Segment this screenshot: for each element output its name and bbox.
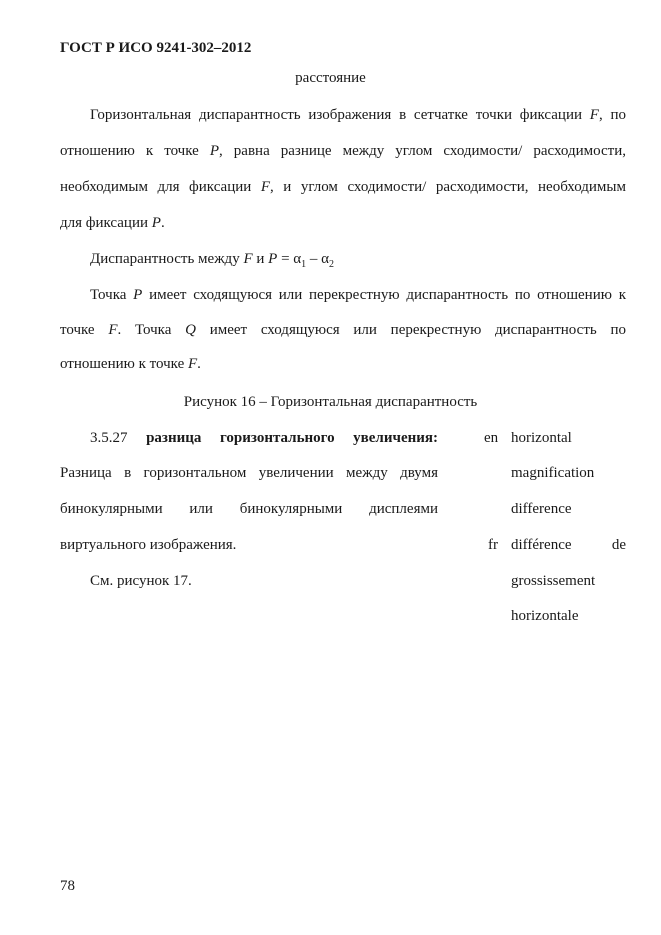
figure-caption: Рисунок 16 – Горизонтальная диспарантность [183, 394, 478, 410]
term-definition-line-1: Разница в горизонтальном увеличении между двумя [60, 465, 438, 481]
paragraph-2-line-1: Точка P имеет сходящуюся или перекрестную диспарантность по отношению к [90, 287, 626, 303]
fr-equivalent-line-3: horizontale [511, 608, 579, 624]
lang-code-fr: fr [488, 537, 498, 553]
paragraph-2-line-3: отношению к точке F. [60, 356, 201, 372]
paragraph-1-line-3: необходимым для фиксации F, и углом сходимости/ расходимости, необходимым [60, 179, 626, 195]
fr-equivalent-line-1: différence de [511, 537, 626, 553]
lang-code-en: en [484, 430, 499, 446]
en-equivalent-line-2: magnification [511, 465, 595, 481]
term-heading: 3.5.27 разница горизонтального увеличения: [90, 430, 439, 446]
paragraph-1-line-4: для фиксации P. [60, 215, 165, 231]
see-figure-reference: См. рисунок 17. [90, 573, 192, 589]
disparity-formula: Диспарантность между F и $P = \alpha_1 - \alpha_2$ [90, 251, 335, 270]
fr-equivalent-line-2: grossissement [511, 573, 596, 589]
en-equivalent-line-3: difference [511, 501, 572, 517]
previous-term-tail: расстояние [295, 70, 366, 86]
document-header: ГОСТ Р ИСО 9241-302–2012 [60, 40, 252, 56]
en-equivalent-line-1: horizontal [511, 430, 572, 446]
term-definition-line-3: виртуального изображения. [60, 537, 237, 553]
term-definition-line-2: бинокулярными или бинокулярными дисплеями [60, 501, 438, 517]
paragraph-2-line-2: точке F. Точка Q имеет сходящуюся или перекрестную диспарантность по [60, 322, 626, 338]
page-number: 78 [60, 878, 75, 894]
paragraph-1-line-2: отношению к точке P, равна разнице между углом сходимости/ расходимости, [60, 143, 626, 159]
paragraph-1-line-1: Горизонтальная диспарантность изображения в сетчатке точки фиксации F, по [90, 107, 626, 123]
